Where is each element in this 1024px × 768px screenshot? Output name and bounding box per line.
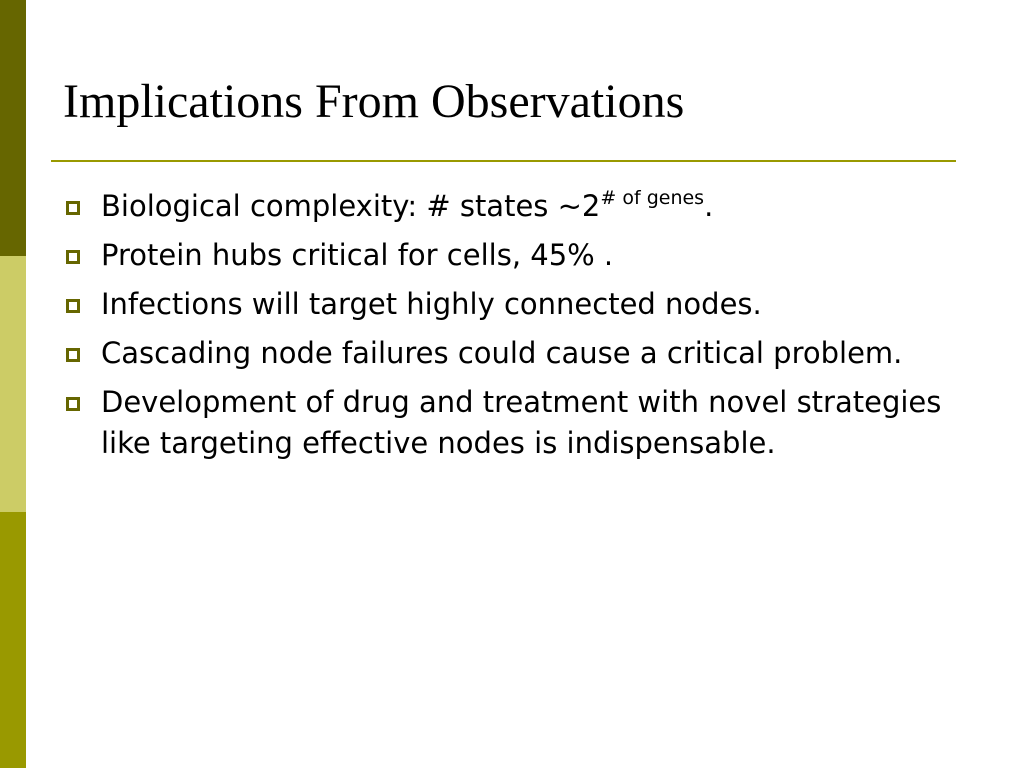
bullet-superscript: # of genes [600, 187, 705, 209]
square-bullet-icon [66, 250, 80, 264]
bullet-text: Protein hubs critical for cells, 45% . [101, 238, 614, 272]
bullet-item [62, 382, 942, 464]
bullet-text: Biological complexity: # states ~2 [101, 189, 601, 223]
square-bullet-icon [66, 299, 80, 313]
bullet-item [62, 333, 942, 374]
square-bullet-icon [66, 201, 80, 215]
bullet-item [62, 284, 942, 325]
bullet-text: Cascading node failures could cause a critical problem. [101, 336, 903, 370]
sidebar-stripe-middle [0, 256, 26, 512]
sidebar-stripe-top [0, 0, 26, 256]
bullet-text: Development of drug and treatment with novel strategies like targeting effective nodes is indispensable. [101, 385, 942, 460]
bullet-item [62, 235, 942, 276]
sidebar-stripe-bottom [0, 512, 26, 768]
square-bullet-icon [66, 348, 80, 362]
square-bullet-icon [66, 397, 80, 411]
title-divider [51, 160, 956, 162]
bullet-suffix: . [704, 189, 714, 223]
bullet-list [62, 186, 942, 472]
slide-title: Implications From Observations [63, 75, 685, 128]
bullet-item [62, 186, 942, 227]
bullet-text: Infections will target highly connected nodes. [101, 287, 762, 321]
